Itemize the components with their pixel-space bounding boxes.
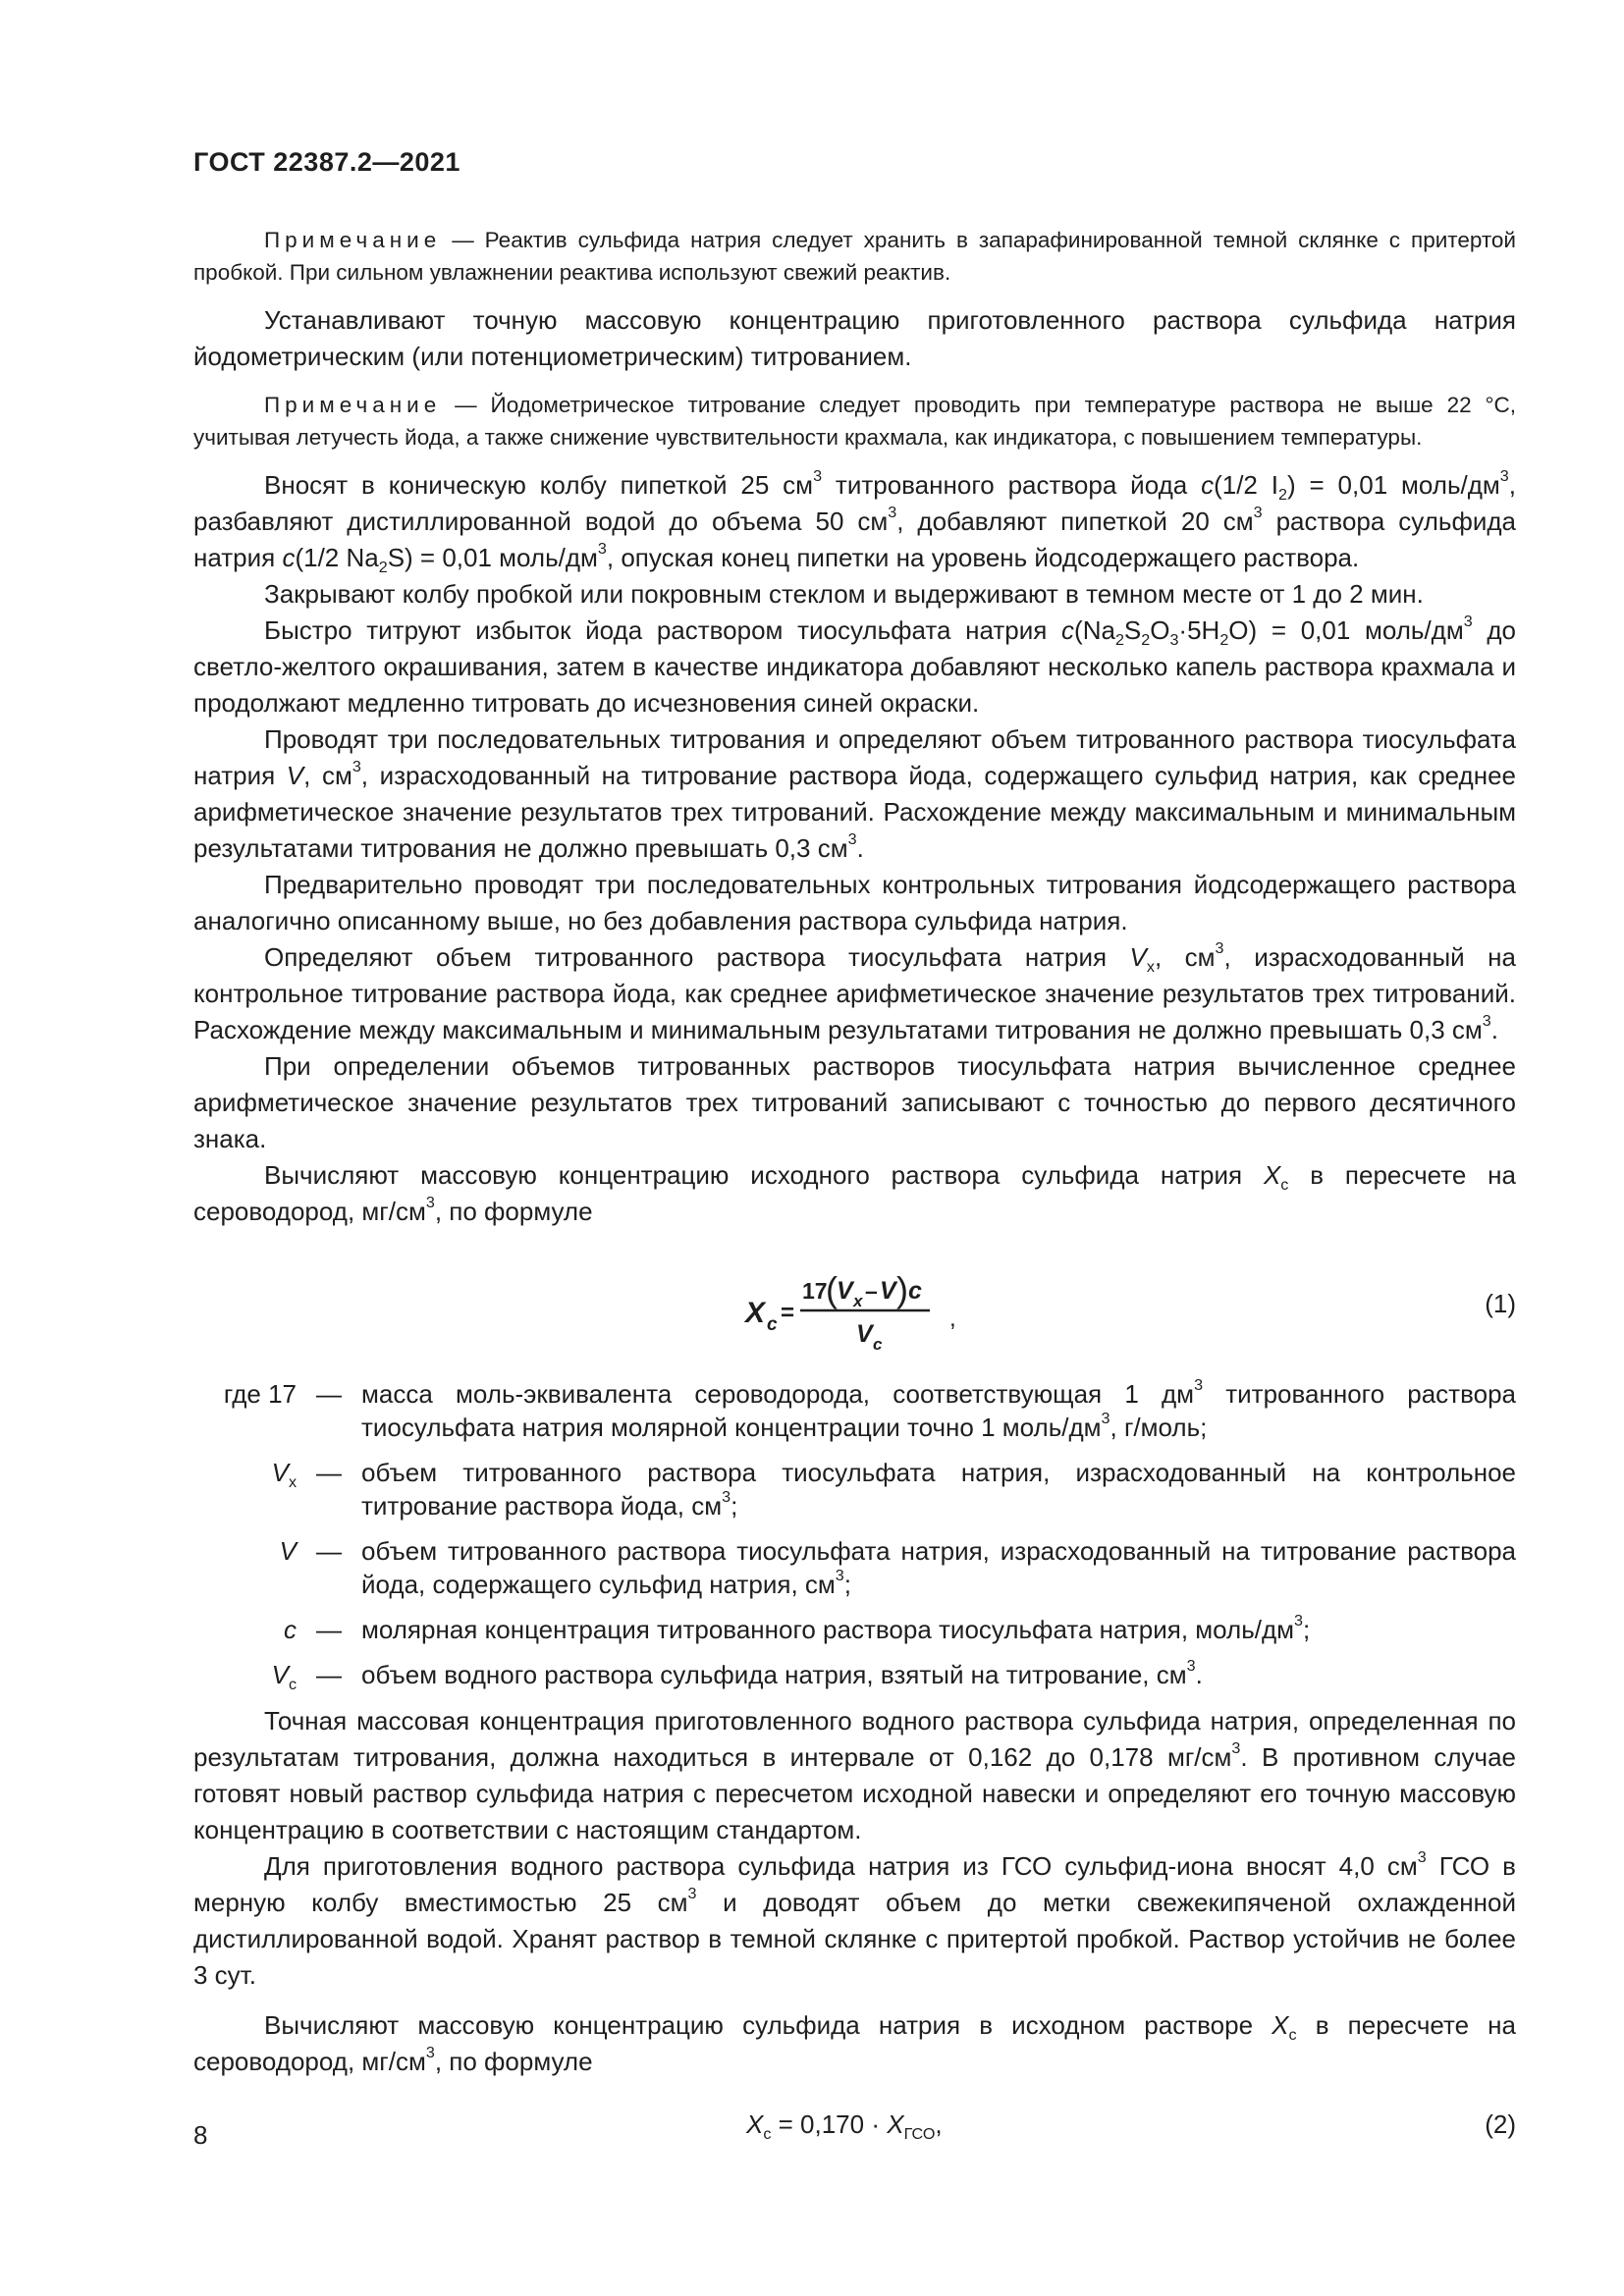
legend-item (193, 1456, 1516, 1522)
superscript: 3 (813, 467, 823, 486)
legend-symbol (193, 1658, 297, 1694)
subscript: x (1146, 958, 1155, 977)
text-run: . В противном случае готовят новый раствор сульфида натрия с пересчетом исходной навески и определяют его точную массовую концентрацию в соответствии с настоящим стандартом. (193, 1742, 1516, 1844)
legend-dash: — (316, 1536, 342, 1566)
superscript: 3 (835, 1567, 844, 1585)
legend-description (361, 1534, 1516, 1601)
text-run: Вычисляют массовую концентрацию исходного раствора сульфида натрия (264, 1160, 1264, 1190)
legend-dash: — (316, 1379, 342, 1409)
note-label: Примечание (264, 228, 442, 252)
note-text: — Реактив сульфида натрия следует хранить в запарафинированной темной склянке с притертой пробкой. При сильном увлажнении реактива используют свежий реактив. (193, 228, 1516, 285)
text-run: (Na (1074, 615, 1115, 645)
superscript: 3 (1463, 613, 1473, 631)
text-run: . (856, 833, 864, 863)
subscript: c (763, 2125, 772, 2144)
subscript: c (1288, 2026, 1297, 2045)
text-run: . (1490, 1015, 1498, 1044)
legend-description (361, 1613, 1516, 1646)
legend-description (361, 1377, 1516, 1444)
superscript: 3 (1294, 1612, 1304, 1630)
text-run: в пересчете на сероводород, мг/см (193, 2010, 1516, 2076)
note-1 (193, 224, 1516, 289)
legend-item (193, 1534, 1516, 1601)
formula-rhs: X (887, 2109, 904, 2139)
legend-item (193, 1657, 1516, 1694)
note-text: — Йодометрическое титрование следует проводить при температуре раствора не выше 22 °С, учитывая летучесть йода, а также снижение чувствительности крахмала, как индикатора, с повышением температуры. (193, 393, 1516, 450)
legend-description (361, 1658, 1516, 1691)
text-run: = 0,170 · (771, 2109, 888, 2139)
text-run: Вычисляют массовую концентрацию сульфида натрия в исходном растворе (264, 2010, 1272, 2040)
paragraph-11 (193, 1848, 1516, 1994)
text-run: , по формуле (434, 1197, 593, 1226)
text-run: ; (843, 1570, 851, 1599)
italic-symbol: X (1263, 1160, 1281, 1190)
superscript: 3 (597, 540, 607, 559)
formula-lhs: X (746, 2109, 764, 2139)
text-run: ) = 0,01 моль/дм (1286, 470, 1500, 500)
legend-symbol (193, 1534, 297, 1601)
text-run: , (935, 2109, 943, 2139)
formula-1 (193, 1240, 1516, 1367)
text-run: (1/2 I (1214, 470, 1278, 500)
text-run: , г/моль; (1110, 1413, 1208, 1442)
text-run: в пересчете на сероводород, мг/см (193, 1160, 1516, 1226)
text-run: , израсходованный на титрование раствора йода, содержащего сульфид натрия, как среднее арифметическое значение результатов трех титрований. Расхождение между максимальным и минимальным результатами титрования не должно превышать 0,3 см (193, 761, 1516, 863)
paragraph-12 (193, 2007, 1516, 2080)
text-run: ; (731, 1491, 738, 1521)
formula-2-expression (746, 2109, 943, 2144)
text-run: до светло-желтого окрашивания, затем в качестве индикатора добавляют несколько капель раствора крахмала и продолжают медленно титровать до исчезновения синей окраски. (193, 615, 1516, 718)
text-run: , по формуле (434, 2047, 593, 2076)
text-run: , опуская конец пипетки на уровень йодсодержащего раствора. (606, 543, 1360, 572)
text-run: , разбавляют дистиллированной водой до объема 50 см (193, 470, 1516, 536)
subscript: c (288, 1676, 297, 1694)
superscript: 3 (1186, 1657, 1196, 1676)
text-run: раствора сульфида натрия (193, 507, 1516, 572)
superscript: 3 (1253, 504, 1263, 522)
text-run: S (1123, 615, 1142, 645)
legend-dash: — (316, 1615, 342, 1644)
paragraph-9 (193, 1157, 1516, 1230)
legend-symbol-text: V (279, 1536, 297, 1566)
text-run: ; (1303, 1615, 1311, 1644)
text-run: . (1195, 1660, 1203, 1689)
superscript: 3 (352, 758, 361, 776)
italic-symbol: X (1272, 2010, 1289, 2040)
formula-lhs-sub: c (767, 1314, 778, 1335)
formula-legend (193, 1376, 1516, 1694)
subscript: 2 (378, 559, 388, 577)
note-label: Примечание (264, 393, 442, 417)
superscript: 3 (722, 1488, 731, 1507)
formula-den-sub: c (873, 1335, 883, 1354)
superscript: 3 (1231, 1739, 1241, 1758)
formula-1-number: (1) (1485, 1289, 1516, 1318)
text-run: объем титрованного раствора тиосульфата натрия, израсходованный на контрольное титрование раствора йода, см (361, 1458, 1516, 1521)
text-run: титрованного раствора тиосульфата натрия молярной концентрации точно 1 моль/дм (361, 1379, 1516, 1442)
formula-num-v1: V (837, 1277, 853, 1305)
text-run: Быстро титруют избыток йода раствором тиосульфата натрия (264, 615, 1062, 645)
legend-dash: — (316, 1660, 342, 1689)
subscript: 2 (1278, 486, 1287, 505)
text-run: объем титрованного раствора тиосульфата натрия, израсходованный на титрование раствора йода, содержащего сульфид натрия, см (361, 1536, 1516, 1599)
legend-item (193, 1377, 1516, 1444)
legend-symbol-text: V (271, 1660, 289, 1689)
text-run: , израсходованный на контрольное титрование раствора йода, как среднее арифметическое значение результатов трех титрований. Расхождение между максимальным и минимальным результатами титрования не должно превышать 0,3 см (193, 942, 1516, 1044)
superscript: 3 (425, 2044, 435, 2062)
superscript: 3 (1215, 939, 1224, 958)
superscript: 3 (687, 1885, 697, 1903)
text-run: (1/2 Na (295, 543, 379, 572)
formula-paren-close: ) (896, 1269, 908, 1309)
subscript: c (1280, 1176, 1289, 1195)
paragraph-4 (193, 613, 1516, 721)
text-run: ГСО в мерную колбу вместимостью 25 см (193, 1851, 1516, 1917)
subscript: 2 (1141, 631, 1151, 650)
superscript: 3 (888, 504, 897, 522)
subscript: 2 (1114, 631, 1124, 650)
formula-num-v1-sub: x (853, 1292, 863, 1310)
text-run: объем водного раствора сульфида натрия, взятый на титрование, см (361, 1660, 1187, 1689)
formula-num-v2: V (880, 1277, 896, 1305)
superscript: 3 (425, 1194, 435, 1212)
text-run: ·5H (1178, 615, 1220, 645)
note-2 (193, 389, 1516, 454)
legend-symbol (193, 1613, 297, 1646)
paragraph-5 (193, 721, 1516, 867)
document-body (193, 224, 1516, 2168)
paragraph-8: При определении объемов титрованных растворов тиосульфата натрия вычисленное среднее арифметическое значение результатов трех титрований записывают с точностью до первого десятичного знака. (193, 1051, 1516, 1153)
formula-num-minus: – (865, 1278, 878, 1304)
text-run: Определяют объем титрованного раствора тиосульфата натрия (264, 942, 1130, 972)
superscript: 3 (1499, 467, 1509, 486)
formula-2 (193, 2100, 1516, 2168)
legend-description (361, 1456, 1516, 1522)
text-run: , см (303, 761, 352, 790)
text-run: Для приготовления водного раствора сульфида натрия из ГСО сульфид-иона вносят 4,0 см (264, 1851, 1418, 1881)
text-run: Вносят в коническую колбу пипеткой 25 см (264, 470, 814, 500)
paragraph-10 (193, 1703, 1516, 1848)
formula-2-number: (2) (1485, 2109, 1516, 2139)
legend-item (193, 1613, 1516, 1646)
text-run: Проводят три последовательных титрования и определяют объем титрованного раствора тиосульфата натрия (193, 724, 1516, 790)
legend-symbol-text: V (271, 1458, 289, 1487)
superscript: 3 (1482, 1012, 1491, 1031)
formula-num-coef: 17 (802, 1278, 828, 1304)
superscript: 3 (1101, 1410, 1110, 1428)
text-run: O) = 0,01 моль/дм (1228, 615, 1464, 645)
document-header: ГОСТ 22387.2—2021 (193, 147, 460, 177)
superscript: 3 (1194, 1376, 1204, 1395)
legend-symbol-text: где 17 (223, 1379, 297, 1409)
formula-num-c: c (908, 1277, 922, 1305)
superscript: 3 (1417, 1848, 1427, 1867)
formula-comma: , (949, 1306, 956, 1332)
italic-symbol: c (1201, 470, 1215, 500)
paragraph-1: Устанавливают точную массовую концентрацию приготовленного раствора сульфида натрия йодометрическим (или потенциометрическим) титрованием. (193, 305, 1516, 371)
text-run: масса моль-эквивалента сероводорода, соответствующая 1 дм (361, 1379, 1195, 1409)
subscript: x (288, 1473, 297, 1492)
subscript: ГСО (903, 2125, 936, 2144)
legend-symbol (193, 1377, 297, 1444)
page-number: 8 (193, 2120, 208, 2150)
italic-symbol: V (1129, 942, 1147, 972)
formula-1-expression (743, 1261, 979, 1360)
formula-equals: = (781, 1300, 795, 1326)
text-run: , см (1154, 942, 1216, 972)
italic-symbol: V (286, 761, 304, 790)
legend-symbol-text: c (284, 1615, 297, 1644)
text-run: и доводят объем до метки свежекипяченой охлажденной дистиллированной водой. Хранят раствор в темной склянке с притертой пробкой. Раствор устойчив не более 3 сут. (193, 1888, 1516, 1990)
text-run: , добавляют пипеткой 20 см (896, 507, 1254, 536)
text-run: титрованного раствора йода (822, 470, 1202, 500)
formula-den: V (856, 1320, 873, 1348)
paragraph-2 (193, 467, 1516, 576)
text-run: Точная массовая концентрация приготовленного водного раствора сульфида натрия, определенная по результатам титрования, должна находиться в интервале от 0,162 до 0,178 мг/см (193, 1706, 1516, 1772)
italic-symbol: c (282, 543, 296, 572)
text-run: O (1150, 615, 1170, 645)
superscript: 3 (847, 830, 857, 849)
subscript: 3 (1169, 631, 1179, 650)
text-run: S) = 0,01 моль/дм (387, 543, 598, 572)
formula-paren-open: ( (826, 1269, 838, 1309)
legend-symbol (193, 1456, 297, 1522)
text-run: молярная концентрация титрованного раствора тиосульфата натрия, моль/дм (361, 1615, 1295, 1644)
italic-symbol: c (1061, 615, 1075, 645)
paragraph-7 (193, 939, 1516, 1048)
formula-lhs: X (745, 1297, 766, 1329)
subscript: 2 (1219, 631, 1229, 650)
paragraph-6: Предварительно проводят три последовательных контрольных титрования йодсодержащего раствора аналогично описанному выше, но без добавления раствора сульфида натрия. (193, 870, 1516, 935)
legend-dash: — (316, 1458, 342, 1487)
paragraph-3: Закрывают колбу пробкой или покровным стеклом и выдерживают в темном месте от 1 до 2 мин. (264, 579, 1424, 609)
